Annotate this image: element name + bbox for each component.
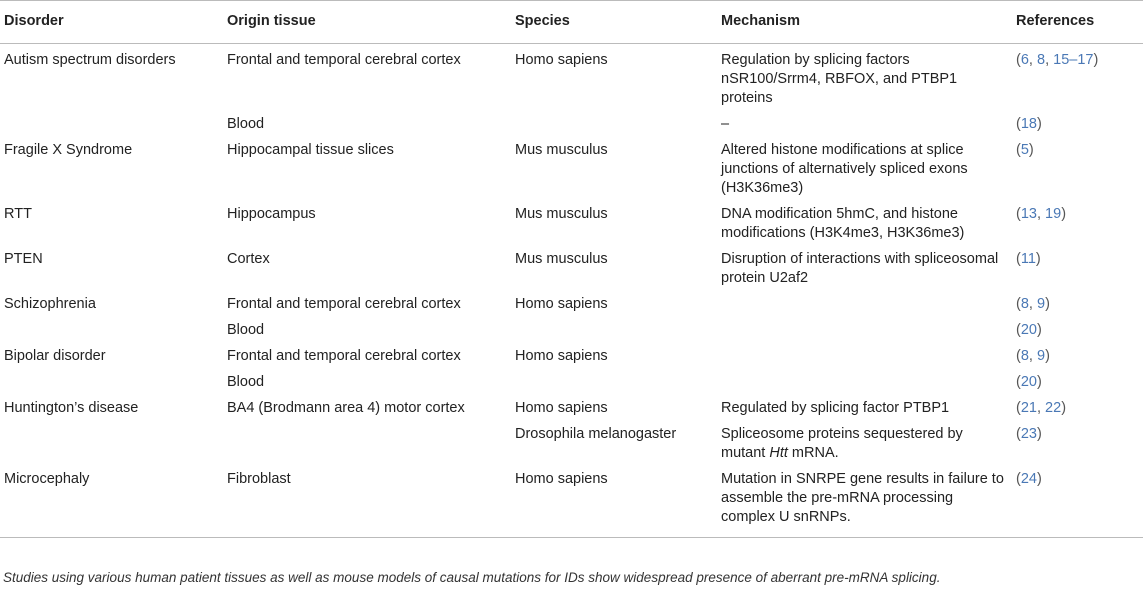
cell-references: (8, 9) xyxy=(1016,348,1050,364)
reference-link[interactable]: 8 xyxy=(1020,296,1029,312)
reference-link[interactable]: 13 xyxy=(1020,206,1037,222)
cell-references: (21, 22) xyxy=(1016,400,1067,416)
cell-species xyxy=(511,369,717,395)
table-row xyxy=(0,201,1143,246)
mechanism-text: mRNA. xyxy=(787,445,839,461)
cell-disorder: Autism spectrum disorders xyxy=(4,52,176,68)
cell-species: Drosophila melanogaster xyxy=(515,426,677,442)
cell-disorder: Schizophrenia xyxy=(4,296,96,312)
table-row xyxy=(0,466,1143,538)
reference-link[interactable]: 11 xyxy=(1020,251,1036,267)
table-body xyxy=(0,44,1143,538)
cell-origin-tissue: Frontal and temporal cerebral cortex xyxy=(227,348,461,364)
header-disorder: Disorder xyxy=(0,1,223,44)
cell-mechanism: Mutation in SNRPE gene results in failure to assemble the pre-mRNA processing complex U snRNPs. xyxy=(717,466,1012,538)
cell-species xyxy=(511,317,717,343)
table-row xyxy=(0,137,1143,201)
cell-disorder: PTEN xyxy=(4,251,43,267)
cell-disorder xyxy=(0,111,223,137)
cell-origin-tissue: Fibroblast xyxy=(223,466,511,538)
cell-references: (11) xyxy=(1016,251,1041,267)
reference-link[interactable]: 8 xyxy=(1020,348,1029,364)
reference-link[interactable]: 22 xyxy=(1045,400,1062,416)
cell-mechanism: – xyxy=(721,116,730,132)
cell-references: (24) xyxy=(1012,466,1143,538)
cell-references: (20) xyxy=(1016,322,1042,338)
reference-link[interactable]: 5 xyxy=(1020,142,1029,158)
cell-references: (6, 8, 15–17) xyxy=(1016,52,1099,68)
cell-references: (8, 9) xyxy=(1016,296,1050,312)
cell-mechanism: Regulated by splicing factor PTBP1 xyxy=(721,400,950,416)
cell-mechanism: Altered histone modifications at splice junctions of alternatively spliced exons (H3K36me3) xyxy=(721,142,968,196)
cell-mechanism xyxy=(717,421,1012,466)
cell-references: (23) xyxy=(1016,426,1042,442)
cell-mechanism xyxy=(717,343,1012,369)
cell-disorder xyxy=(0,421,223,466)
cell-references: (18) xyxy=(1016,116,1042,132)
header-references: References xyxy=(1012,1,1143,44)
cell-disorder: Bipolar disorder xyxy=(4,348,106,364)
mechanism-text: Spliceosome proteins sequestered by mutant xyxy=(721,426,963,461)
cell-origin-tissue: Blood xyxy=(227,322,265,338)
reference-link[interactable]: 21 xyxy=(1020,400,1037,416)
cell-species: Homo sapiens xyxy=(515,400,608,416)
table-row xyxy=(0,395,1143,421)
cell-origin-tissue: Blood xyxy=(227,374,265,390)
table-row xyxy=(0,44,1143,112)
cell-disorder xyxy=(0,317,223,343)
cell-species: Mus musculus xyxy=(515,206,608,222)
table-row xyxy=(0,369,1143,395)
cell-references: (20) xyxy=(1016,374,1042,390)
cell-mechanism: Disruption of interactions with spliceosomal protein U2af2 xyxy=(721,251,999,286)
table-row xyxy=(0,317,1143,343)
cell-origin-tissue: Frontal and temporal cerebral cortex xyxy=(227,52,461,68)
reference-link[interactable]: 20 xyxy=(1020,322,1037,338)
cell-disorder: RTT xyxy=(4,206,32,222)
reference-link[interactable]: 6 xyxy=(1020,52,1029,68)
table-row xyxy=(0,421,1143,466)
cell-origin-tissue: Hippocampal tissue slices xyxy=(227,142,394,158)
cell-species: Homo sapiens xyxy=(511,466,717,538)
cell-species: Homo sapiens xyxy=(515,348,608,364)
header-species: Species xyxy=(511,1,717,44)
reference-link[interactable]: 9 xyxy=(1036,296,1046,312)
cell-mechanism: Regulation by splicing factors nSR100/Srrm4, RBFOX, and PTBP1 proteins xyxy=(721,52,958,106)
cell-mechanism xyxy=(717,317,1012,343)
cell-species: Mus musculus xyxy=(515,251,608,267)
reference-link[interactable]: 18 xyxy=(1020,116,1037,132)
cell-species: Homo sapiens xyxy=(515,52,608,68)
header-origin-tissue: Origin tissue xyxy=(223,1,511,44)
table-row xyxy=(0,343,1143,369)
table-row xyxy=(0,291,1143,317)
cell-origin-tissue: Cortex xyxy=(227,251,270,267)
cell-origin-tissue: Blood xyxy=(227,116,265,132)
header-mechanism: Mechanism xyxy=(717,1,1012,44)
cell-species: Homo sapiens xyxy=(515,296,608,312)
cell-disorder: Fragile X Syndrome xyxy=(4,142,133,158)
cell-disorder xyxy=(0,369,223,395)
reference-link[interactable]: 23 xyxy=(1020,426,1037,442)
reference-link[interactable]: 24 xyxy=(1020,471,1037,487)
table-row xyxy=(0,111,1143,137)
cell-species xyxy=(511,111,717,137)
cell-species: Mus musculus xyxy=(515,142,608,158)
cell-origin-tissue: Frontal and temporal cerebral cortex xyxy=(227,296,461,312)
reference-link[interactable]: 20 xyxy=(1020,374,1037,390)
cell-disorder: Microcephaly xyxy=(0,466,223,538)
cell-disorder: Huntington’s disease xyxy=(4,400,139,416)
table-row xyxy=(0,246,1143,291)
reference-link[interactable]: 9 xyxy=(1036,348,1046,364)
cell-mechanism xyxy=(717,369,1012,395)
cell-references: (5) xyxy=(1016,142,1034,158)
cell-mechanism: DNA modification 5hmC, and histone modifications (H3K4me3, H3K36me3) xyxy=(721,206,965,241)
cell-mechanism xyxy=(717,291,1012,317)
table-header-row xyxy=(0,1,1143,44)
gene-name: Htt xyxy=(769,445,788,461)
cell-references: (13, 19) xyxy=(1016,206,1067,222)
reference-link[interactable]: 15–17 xyxy=(1053,52,1094,68)
reference-link[interactable]: 19 xyxy=(1045,206,1062,222)
cell-origin-tissue xyxy=(223,421,511,466)
cell-origin-tissue: Hippocampus xyxy=(227,206,316,222)
reference-link[interactable]: 8 xyxy=(1036,52,1046,68)
cell-origin-tissue: BA4 (Brodmann area 4) motor cortex xyxy=(227,400,465,416)
table-footnote: Studies using various human patient tissues as well as mouse models of causal mutations for IDs show widespread presence of aberrant pre-mRNA splicing. xyxy=(3,570,941,585)
